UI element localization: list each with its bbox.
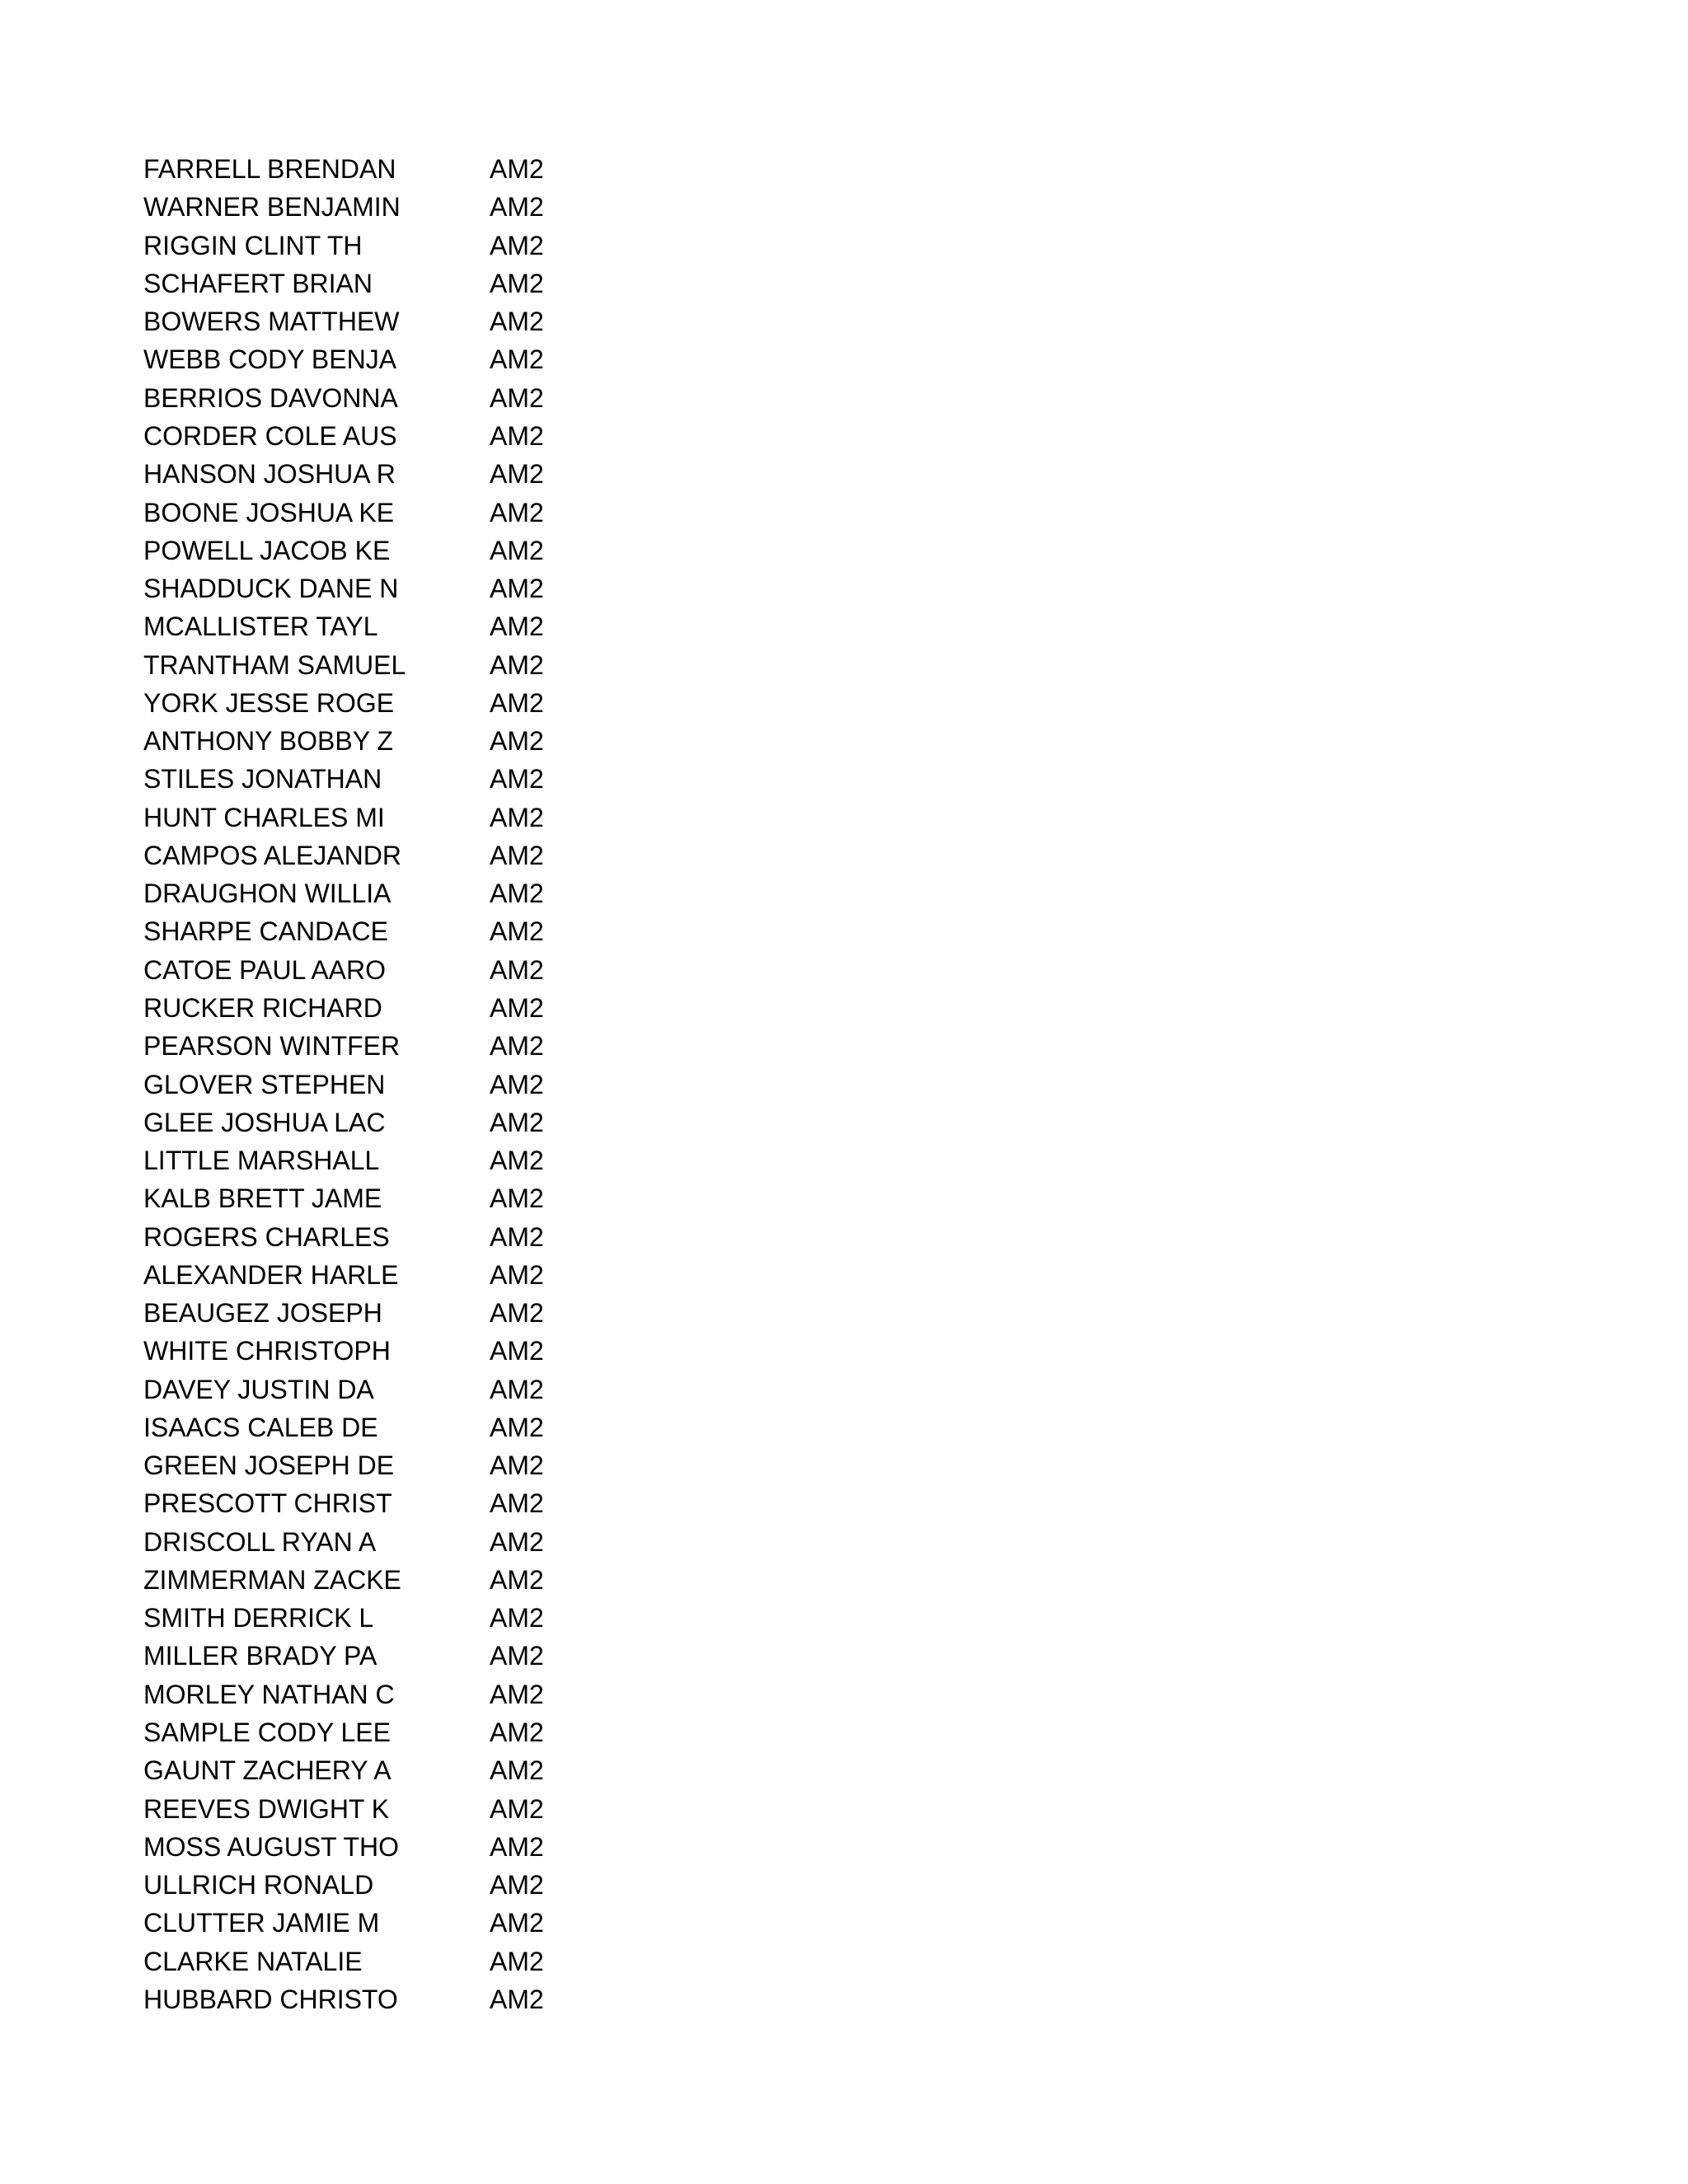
person-name: ALEXANDER HARLE: [143, 1259, 399, 1290]
roster-row: [143, 455, 605, 493]
rate-code: AM2: [490, 344, 544, 375]
roster-row: [143, 837, 605, 874]
roster-row: [143, 265, 605, 302]
roster-row: [143, 569, 605, 607]
person-name: WEBB CODY BENJA: [143, 344, 397, 375]
rate-code: AM2: [490, 1031, 544, 1062]
person-name: CATOE PAUL AARO: [143, 954, 387, 985]
rate-code: AM2: [490, 1374, 544, 1404]
rate-code: AM2: [490, 1146, 544, 1176]
roster-row: [143, 1484, 605, 1522]
rate-code: AM2: [490, 1183, 544, 1214]
person-name: KALB BRETT JAME: [143, 1183, 382, 1214]
roster-row: [143, 1256, 605, 1294]
roster-row: [143, 493, 605, 531]
person-name: REEVES DWIGHT K: [143, 1793, 390, 1824]
rate-code: AM2: [490, 1221, 544, 1252]
person-name: GREEN JOSEPH DE: [143, 1451, 395, 1481]
person-name: GAUNT ZACHERY A: [143, 1755, 392, 1786]
person-name: HANSON JOSHUA R: [143, 459, 396, 490]
rate-code: AM2: [490, 1870, 544, 1900]
roster-row: [143, 417, 605, 455]
roster-row: [143, 1217, 605, 1255]
roster-row: [143, 1141, 605, 1179]
roster-row: [143, 912, 605, 950]
roster-row: [143, 1751, 605, 1789]
person-name: ANTHONY BOBBY Z: [143, 726, 393, 757]
person-name: CLUTTER JAMIE M: [143, 1908, 380, 1938]
rate-code: AM2: [490, 954, 544, 985]
rate-code: AM2: [490, 802, 544, 832]
roster-row: [143, 1027, 605, 1065]
rate-code: AM2: [490, 1679, 544, 1709]
roster-row: [143, 1904, 605, 1942]
roster-row: [143, 1523, 605, 1561]
roster-row: [143, 722, 605, 760]
person-name: MORLEY NATHAN C: [143, 1679, 395, 1709]
roster-row: [143, 989, 605, 1027]
person-name: STILES JONATHAN: [143, 764, 382, 794]
roster-row: [143, 188, 605, 226]
person-name: WHITE CHRISTOPH: [143, 1336, 391, 1366]
rate-code: AM2: [490, 1908, 544, 1938]
person-name: PRESCOTT CHRIST: [143, 1488, 392, 1519]
roster-row: [143, 874, 605, 912]
rate-code: AM2: [490, 1412, 544, 1442]
roster-row: [143, 1561, 605, 1599]
rate-code: AM2: [490, 1298, 544, 1329]
roster-row: [143, 1065, 605, 1103]
roster-row: [143, 1828, 605, 1866]
roster-row: [143, 1637, 605, 1675]
person-name: ULLRICH RONALD: [143, 1870, 374, 1900]
rate-code: AM2: [490, 764, 544, 794]
person-name: ROGERS CHARLES: [143, 1221, 390, 1252]
rate-code: AM2: [490, 1793, 544, 1824]
person-name: CLARKE NATALIE: [143, 1946, 363, 1976]
person-name: ZIMMERMAN ZACKE: [143, 1564, 401, 1595]
rate-code: AM2: [490, 840, 544, 870]
person-name: SCHAFERT BRIAN: [143, 268, 373, 298]
rate-code: AM2: [490, 612, 544, 642]
person-name: WARNER BENJAMIN: [143, 192, 401, 223]
roster-row: [143, 532, 605, 569]
person-name: DRISCOLL RYAN A: [143, 1526, 377, 1557]
person-name: HUNT CHARLES MI: [143, 802, 385, 832]
roster-row: [143, 1789, 605, 1827]
rate-code: AM2: [490, 1069, 544, 1099]
person-name: BOWERS MATTHEW: [143, 307, 400, 337]
person-name: LITTLE MARSHALL: [143, 1146, 380, 1176]
roster-row: [143, 1446, 605, 1484]
person-name: PEARSON WINTFER: [143, 1031, 401, 1062]
roster-row: [143, 1942, 605, 1980]
person-name: CAMPOS ALEJANDR: [143, 840, 401, 870]
rate-code: AM2: [490, 1718, 544, 1748]
rate-code: AM2: [490, 420, 544, 451]
roster-row: [143, 379, 605, 417]
roster-row: [143, 1866, 605, 1904]
person-name: SAMPLE CODY LEE: [143, 1718, 391, 1748]
roster-row: [143, 760, 605, 798]
roster-row: [143, 1408, 605, 1446]
roster-row: [143, 340, 605, 378]
roster-row: [143, 799, 605, 837]
roster-row: [143, 951, 605, 989]
person-name: GLEE JOSHUA LAC: [143, 1107, 386, 1137]
roster-row: [143, 1371, 605, 1408]
roster-row: [143, 1713, 605, 1751]
person-name: MOSS AUGUST THO: [143, 1831, 399, 1862]
rate-code: AM2: [490, 382, 544, 413]
rate-code: AM2: [490, 1984, 544, 2014]
rate-code: AM2: [490, 192, 544, 223]
roster-row: [143, 607, 605, 645]
person-name: MILLER BRADY PA: [143, 1641, 377, 1671]
rate-code: AM2: [490, 992, 544, 1023]
person-name: TRANTHAM SAMUEL: [143, 649, 406, 680]
person-name: SMITH DERRICK L: [143, 1603, 374, 1633]
rate-code: AM2: [490, 1451, 544, 1481]
rate-code: AM2: [490, 1641, 544, 1671]
person-name: SHADDUCK DANE N: [143, 574, 399, 604]
rate-code: AM2: [490, 1107, 544, 1137]
rate-code: AM2: [490, 879, 544, 909]
roster-row: [143, 1179, 605, 1217]
roster-row: [143, 150, 605, 188]
person-name: RIGGIN CLINT TH: [143, 230, 363, 260]
rate-code: AM2: [490, 1946, 544, 1976]
person-name: YORK JESSE ROGE: [143, 687, 395, 718]
person-name: GLOVER STEPHEN: [143, 1069, 386, 1099]
rate-code: AM2: [490, 268, 544, 298]
roster-row: [143, 1599, 605, 1637]
roster-list: [143, 150, 605, 2018]
rate-code: AM2: [490, 1259, 544, 1290]
rate-code: AM2: [490, 459, 544, 490]
person-name: SHARPE CANDACE: [143, 916, 388, 947]
rate-code: AM2: [490, 649, 544, 680]
rate-code: AM2: [490, 574, 544, 604]
person-name: HUBBARD CHRISTO: [143, 1984, 398, 2014]
rate-code: AM2: [490, 1755, 544, 1786]
rate-code: AM2: [490, 1603, 544, 1633]
person-name: DRAUGHON WILLIA: [143, 879, 392, 909]
person-name: BOONE JOSHUA KE: [143, 497, 395, 527]
person-name: RUCKER RICHARD: [143, 992, 382, 1023]
roster-row: [143, 227, 605, 265]
rate-code: AM2: [490, 726, 544, 757]
person-name: POWELL JACOB KE: [143, 535, 391, 565]
rate-code: AM2: [490, 916, 544, 947]
rate-code: AM2: [490, 687, 544, 718]
person-name: BEAUGEZ JOSEPH: [143, 1298, 382, 1329]
roster-row: [143, 1294, 605, 1332]
roster-row: [143, 302, 605, 340]
rate-code: AM2: [490, 230, 544, 260]
rate-code: AM2: [490, 1336, 544, 1366]
person-name: MCALLISTER TAYL: [143, 612, 378, 642]
rate-code: AM2: [490, 1526, 544, 1557]
person-name: BERRIOS DAVONNA: [143, 382, 398, 413]
rate-code: AM2: [490, 1564, 544, 1595]
rate-code: AM2: [490, 497, 544, 527]
rate-code: AM2: [490, 307, 544, 337]
roster-row: [143, 1980, 605, 2018]
person-name: ISAACS CALEB DE: [143, 1412, 378, 1442]
roster-row: [143, 1332, 605, 1370]
roster-row: [143, 1104, 605, 1141]
roster-row: [143, 1675, 605, 1713]
person-name: DAVEY JUSTIN DA: [143, 1374, 374, 1404]
rate-code: AM2: [490, 535, 544, 565]
roster-row: [143, 684, 605, 722]
person-name: FARRELL BRENDAN: [143, 154, 396, 185]
rate-code: AM2: [490, 154, 544, 185]
rate-code: AM2: [490, 1831, 544, 1862]
rate-code: AM2: [490, 1488, 544, 1519]
person-name: CORDER COLE AUS: [143, 420, 397, 451]
roster-row: [143, 645, 605, 683]
